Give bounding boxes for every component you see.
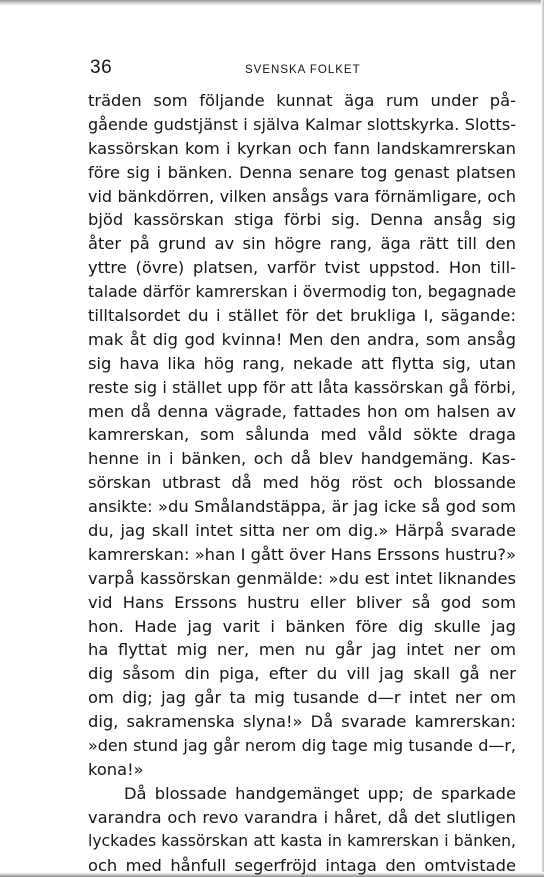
page-header <box>90 52 530 92</box>
text-line: sörskan utbrast då med hög röst och blossande <box>88 473 516 493</box>
text-line: åter på grund av sin högre rang, äga rätt till den <box>88 234 516 254</box>
text-line: »den stund jag går nerom dig tage mig tusande d—r, <box>88 736 516 756</box>
running-head: SVENSKA FOLKET <box>245 64 361 76</box>
text-line: henne in i bänken, och då blev handgemäng. Kas- <box>88 449 516 469</box>
text-line: sig hava lika hög rang, nekade att flytta sig, utan <box>88 353 516 373</box>
text-line: talade därför kamrerskan i övermodig ton, begagnade <box>88 282 516 302</box>
page-top-edge-shadow <box>0 0 544 6</box>
paragraph-1 <box>88 89 516 782</box>
text-line: varandra och revo varandra i håret, då det slutligen <box>88 807 516 827</box>
text-line: vid bänkdörren, vilken ansågs vara förnämligare, och <box>88 186 516 206</box>
text-line: vid Hans Erssons hustru eller bliver så god som <box>88 592 516 612</box>
text-line: varpå kassörskan genmälde: »du est intet liknandes <box>88 568 516 588</box>
text-line: du, jag skall intet sitta ner om dig.» Härpå svarade <box>88 521 516 541</box>
body-text <box>88 89 516 877</box>
text-line: lyckades kassörskan att kasta in kamrerskan i bänken, <box>88 831 516 850</box>
text-line: ansikte: »du Smålandstäppa, är jag icke så god som <box>88 497 516 517</box>
text-line: och med hånfull segerfröjd intaga den omtvistade <box>88 855 516 875</box>
text-line: bjöd kassörskan stiga förbi sig. Denna ansåg sig <box>88 210 516 230</box>
paragraph-2 <box>88 782 516 877</box>
text-line: kassörskan kom i kyrkan och fann landskamrerskan <box>88 138 516 158</box>
text-line: mak åt dig god kvinna! Men den andra, som ansåg <box>88 329 516 349</box>
text-line: men då denna vägrade, fattades hon om halsen av <box>88 401 516 421</box>
text-line: reste sig i stället upp för att låta kassörskan gå förbi, <box>88 377 516 397</box>
text-line: kona!» <box>88 759 144 779</box>
text-line: gående gudstjänst i själva Kalmar slottskyrka. Slotts- <box>88 114 516 134</box>
text-line: om dig; jag går ta mig tusande d—r intet ner om <box>88 688 516 708</box>
page-number: 36 <box>90 57 113 78</box>
text-line: tilltalsordet du i stället för det brukliga I, sägande: <box>88 306 516 326</box>
text-line: kamrerskan: »han I gått över Hans Erssons hustru?» <box>88 544 516 564</box>
text-line: Då blossade handgemänget upp; de sparkade <box>124 783 516 803</box>
text-line: dig, sakramenska slyna!» Då svarade kamrerskan: <box>88 712 516 732</box>
text-line: före sig i bänken. Denna senare tog genast platsen <box>88 162 516 182</box>
text-line: träden som följande kunnat äga rum under på- <box>88 91 516 110</box>
text-line: kamrerskan, som sålunda med våld sökte draga <box>88 425 516 445</box>
text-line: ha flyttat mig ner, men nu går jag intet ner om <box>88 640 516 660</box>
text-line: yttre (övre) platsen, varför tvist uppstod. Hon till- <box>88 258 516 278</box>
text-line: hon. Hade jag varit i bänken före dig skulle jag <box>88 616 516 636</box>
text-line: dig såsom din piga, efter du vill jag skall gå ner <box>88 664 516 684</box>
